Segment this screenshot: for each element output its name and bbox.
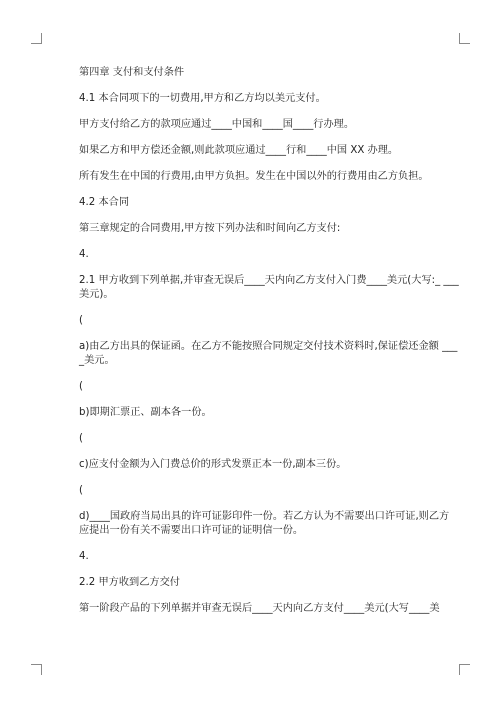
section-heading: 4.2 本合同 <box>79 197 130 208</box>
paragraph: 2.1 甲方收到下列单据,并审查无误后____天内向乙方支付入门费____美元(大写:_ ___美元)。 <box>79 275 459 300</box>
paragraph: 第三章规定的合同费用,甲方按下列办法和时间向乙方支付: <box>79 223 341 234</box>
chapter-heading: 第四章 支付和支付条件 <box>79 67 185 78</box>
paragraph: 如果乙方和甲方偿还金额,则此款项应通过____行和____中国 XX 办理。 <box>79 145 399 156</box>
paragraph: 4. <box>79 249 89 260</box>
paragraph: a)由乙方出具的保证函。在乙方不能按照合同规定交付技术资料时,保证偿还金额 ____美元。 <box>79 341 458 366</box>
crop-mark-bottom-left <box>31 664 42 675</box>
paragraph: 甲方支付给乙方的款项应通过____中国和____国____行办理。 <box>79 119 355 130</box>
paragraph: 4. <box>79 551 89 562</box>
paragraph: 2.2 甲方收到乙方交付 <box>79 577 180 588</box>
paragraph: ( <box>79 315 83 326</box>
paragraph: ( <box>79 381 83 392</box>
crop-mark-top-right <box>459 33 470 44</box>
crop-mark-bottom-right <box>459 664 470 675</box>
paragraph: b)即期汇票正、副本各一份。 <box>79 407 212 418</box>
crop-mark-top-left <box>31 33 42 44</box>
paragraph: c)应支付金额为入门费总价的形式发票正本一份,副本三份。 <box>79 459 347 470</box>
document-body <box>79 66 459 628</box>
paragraph: 所有发生在中国的行费用,由甲方负担。发生在中国以外的行费用由乙方负担。 <box>79 171 429 182</box>
paragraph: 4.1 本合同项下的一切费用,甲方和乙方均以美元支付。 <box>79 93 326 104</box>
paragraph: ( <box>79 485 83 496</box>
paragraph: ( <box>79 433 83 444</box>
paragraph: d)____国政府当局出具的许可证影印件一份。若乙方认为不需要出口许可证,则乙方应提出一份有关不需要出口许可证的证明信一份。 <box>79 511 450 536</box>
paragraph: 第一阶段产品的下列单据并审查无误后____天内向乙方支付____美元(大写____美 <box>79 603 440 614</box>
